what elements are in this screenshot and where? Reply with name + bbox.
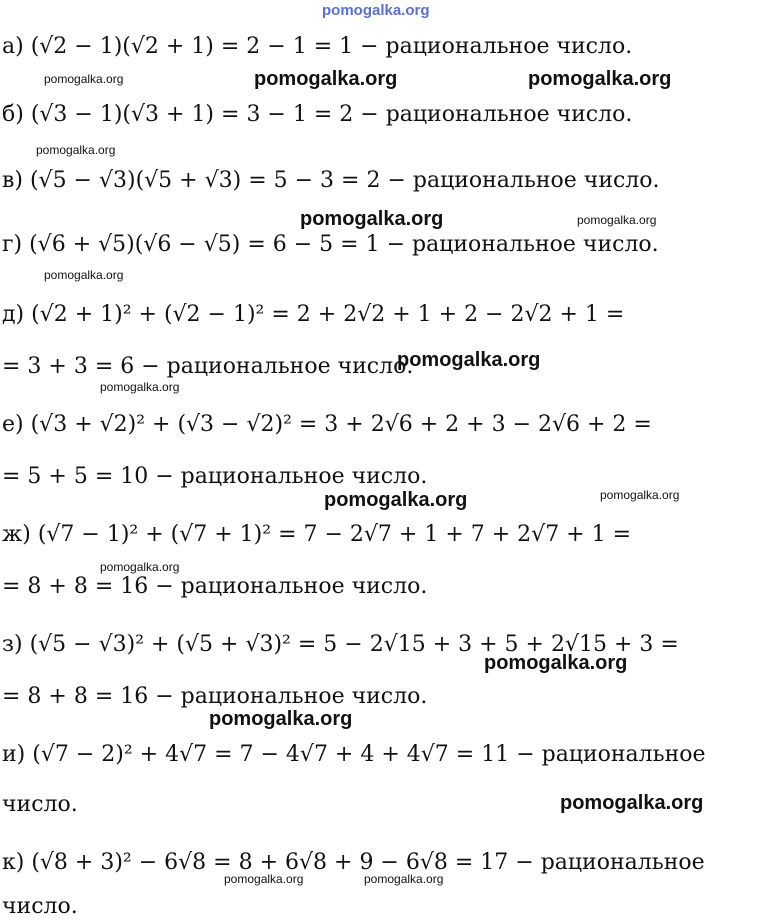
solution-line-a: а) (√2 − 1)(√2 + 1) = 2 − 1 = 1 − рациональное число.	[2, 34, 633, 59]
solution-line-zh: ж) (√7 − 1)² + (√7 + 1)² = 7 − 2√7 + 1 + 7 + 2√7 + 1 =	[2, 522, 632, 547]
solution-line-k-cont: число.	[2, 894, 78, 919]
watermark: pomogalka.org	[577, 213, 657, 227]
watermark: pomogalka.org	[44, 72, 124, 86]
solution-line-e-cont: = 5 + 5 = 10 − рациональное число.	[2, 464, 428, 489]
solution-line-d-cont: = 3 + 3 = 6 − рациональное число.	[2, 354, 414, 379]
watermark: pomogalka.org	[484, 652, 628, 674]
solution-line-z-cont: = 8 + 8 = 16 − рациональное число.	[2, 684, 428, 709]
watermark: pomogalka.org	[209, 708, 353, 730]
solution-line-e: е) (√3 + √2)² + (√3 − √2)² = 3 + 2√6 + 2 + 3 − 2√6 + 2 =	[2, 412, 652, 437]
solution-line-d: д) (√2 + 1)² + (√2 − 1)² = 2 + 2√2 + 1 + 2 − 2√2 + 1 =	[2, 302, 625, 327]
solution-line-i: и) (√7 − 2)² + 4√7 = 7 − 4√7 + 4 + 4√7 = 11 − рациональное	[2, 742, 706, 767]
solution-line-v: в) (√5 − √3)(√5 + √3) = 5 − 3 = 2 − рациональное число.	[2, 168, 660, 193]
watermark: pomogalka.org	[100, 380, 180, 394]
solution-line-g: г) (√6 + √5)(√6 − √5) = 6 − 5 = 1 − рациональное число.	[2, 232, 659, 257]
solution-line-z: з) (√5 − √3)² + (√5 + √3)² = 5 − 2√15 + 3 + 5 + 2√15 + 3 =	[2, 632, 679, 657]
watermark: pomogalka.org	[254, 68, 398, 90]
watermark: pomogalka.org	[44, 268, 124, 282]
site-header-watermark: pomogalka.org	[322, 2, 430, 19]
solution-line-i-cont: число.	[2, 792, 78, 817]
solution-line-zh-cont: = 8 + 8 = 16 − рациональное число.	[2, 574, 428, 599]
watermark: pomogalka.org	[300, 208, 444, 230]
watermark: pomogalka.org	[36, 143, 116, 157]
solution-line-b: б) (√3 − 1)(√3 + 1) = 3 − 1 = 2 − рациональное число.	[2, 102, 633, 127]
watermark: pomogalka.org	[224, 872, 304, 886]
watermark: pomogalka.org	[100, 560, 180, 574]
watermark: pomogalka.org	[560, 792, 704, 814]
watermark: pomogalka.org	[324, 489, 468, 511]
watermark: pomogalka.org	[528, 68, 672, 90]
watermark: pomogalka.org	[397, 349, 541, 371]
solution-line-k: к) (√8 + 3)² − 6√8 = 8 + 6√8 + 9 − 6√8 = 17 − рациональное	[2, 850, 705, 875]
watermark: pomogalka.org	[364, 872, 444, 886]
watermark: pomogalka.org	[600, 488, 680, 502]
